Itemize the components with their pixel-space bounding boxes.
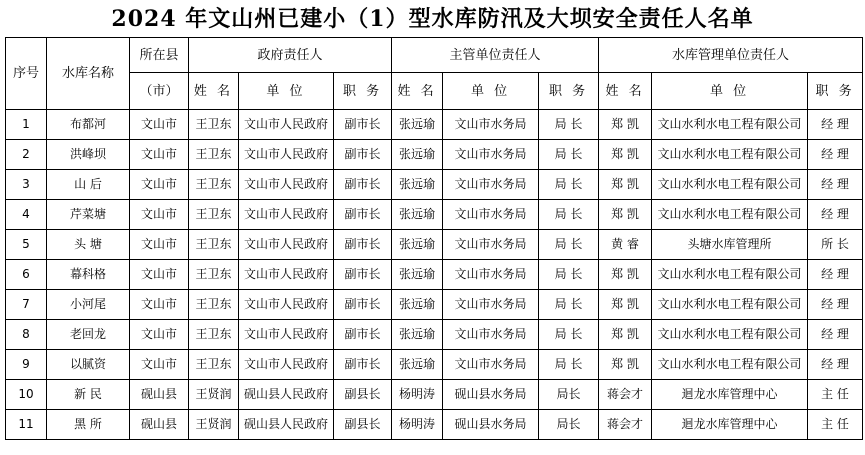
cell-gov-name: 王卫东 bbox=[189, 260, 239, 290]
cell-dept-unit: 文山市水务局 bbox=[443, 170, 539, 200]
header-gov-group: 政府责任人 bbox=[189, 38, 392, 73]
cell-gov-unit: 文山市人民政府 bbox=[239, 140, 334, 170]
cell-gov-name: 王卫东 bbox=[189, 170, 239, 200]
cell-dept-duty: 局 长 bbox=[539, 200, 599, 230]
cell-county: 文山市 bbox=[130, 350, 189, 380]
cell-county: 文山市 bbox=[130, 170, 189, 200]
cell-mgmt-unit: 迴龙水库管理中心 bbox=[652, 410, 808, 440]
header-gov-duty: 职 务 bbox=[334, 73, 392, 110]
cell-reservoir: 山 后 bbox=[47, 170, 130, 200]
table-row bbox=[6, 230, 863, 260]
cell-gov-name: 王卫东 bbox=[189, 140, 239, 170]
cell-dept-duty: 局 长 bbox=[539, 230, 599, 260]
cell-mgmt-name: 郑 凯 bbox=[599, 200, 652, 230]
cell-mgmt-duty: 主 任 bbox=[808, 380, 863, 410]
cell-mgmt-unit: 迴龙水库管理中心 bbox=[652, 380, 808, 410]
cell-seq: 9 bbox=[6, 350, 47, 380]
cell-gov-duty: 副市长 bbox=[334, 350, 392, 380]
cell-dept-duty: 局 长 bbox=[539, 170, 599, 200]
cell-mgmt-duty: 经 理 bbox=[808, 290, 863, 320]
cell-mgmt-unit: 头塘水库管理所 bbox=[652, 230, 808, 260]
header-county-line1: 所在县 bbox=[130, 38, 189, 73]
cell-gov-name: 王卫东 bbox=[189, 350, 239, 380]
cell-mgmt-unit: 文山水利水电工程有限公司 bbox=[652, 170, 808, 200]
cell-mgmt-name: 郑 凯 bbox=[599, 350, 652, 380]
cell-gov-duty: 副市长 bbox=[334, 290, 392, 320]
table-row bbox=[6, 200, 863, 230]
header-dept-group: 主管单位责任人 bbox=[392, 38, 599, 73]
cell-county: 文山市 bbox=[130, 230, 189, 260]
cell-reservoir: 小河尾 bbox=[47, 290, 130, 320]
cell-gov-duty: 副市长 bbox=[334, 140, 392, 170]
cell-mgmt-duty: 经 理 bbox=[808, 200, 863, 230]
cell-dept-name: 张远瑜 bbox=[392, 230, 443, 260]
cell-seq: 10 bbox=[6, 380, 47, 410]
cell-gov-name: 王卫东 bbox=[189, 110, 239, 140]
cell-mgmt-unit: 文山水利水电工程有限公司 bbox=[652, 200, 808, 230]
cell-gov-unit: 文山市人民政府 bbox=[239, 260, 334, 290]
table-row bbox=[6, 350, 863, 380]
cell-mgmt-duty: 经 理 bbox=[808, 260, 863, 290]
cell-dept-name: 张远瑜 bbox=[392, 320, 443, 350]
header-county-line2: （市） bbox=[130, 73, 189, 110]
table-row bbox=[6, 170, 863, 200]
cell-mgmt-duty: 经 理 bbox=[808, 350, 863, 380]
cell-gov-name: 王贤润 bbox=[189, 380, 239, 410]
cell-gov-unit: 文山市人民政府 bbox=[239, 290, 334, 320]
table-row bbox=[6, 140, 863, 170]
cell-county: 文山市 bbox=[130, 110, 189, 140]
cell-dept-unit: 文山市水务局 bbox=[443, 200, 539, 230]
cell-mgmt-name: 郑 凯 bbox=[599, 140, 652, 170]
cell-gov-duty: 副市长 bbox=[334, 320, 392, 350]
cell-dept-duty: 局 长 bbox=[539, 260, 599, 290]
cell-dept-duty: 局长 bbox=[539, 380, 599, 410]
cell-seq: 7 bbox=[6, 290, 47, 320]
cell-county: 砚山县 bbox=[130, 410, 189, 440]
cell-gov-name: 王卫东 bbox=[189, 200, 239, 230]
cell-dept-name: 杨明涛 bbox=[392, 410, 443, 440]
table-row bbox=[6, 320, 863, 350]
cell-mgmt-name: 郑 凯 bbox=[599, 290, 652, 320]
cell-dept-name: 张远瑜 bbox=[392, 170, 443, 200]
cell-gov-unit: 砚山县人民政府 bbox=[239, 410, 334, 440]
header-row-2 bbox=[6, 73, 863, 110]
cell-dept-duty: 局 长 bbox=[539, 320, 599, 350]
cell-reservoir: 黑 所 bbox=[47, 410, 130, 440]
cell-gov-unit: 砚山县人民政府 bbox=[239, 380, 334, 410]
cell-gov-duty: 副市长 bbox=[334, 110, 392, 140]
cell-gov-unit: 文山市人民政府 bbox=[239, 350, 334, 380]
cell-reservoir: 头 塘 bbox=[47, 230, 130, 260]
cell-mgmt-duty: 经 理 bbox=[808, 170, 863, 200]
cell-dept-duty: 局 长 bbox=[539, 110, 599, 140]
header-mgmt-name: 姓 名 bbox=[599, 73, 652, 110]
cell-gov-unit: 文山市人民政府 bbox=[239, 230, 334, 260]
cell-mgmt-name: 郑 凯 bbox=[599, 170, 652, 200]
cell-dept-unit: 文山市水务局 bbox=[443, 140, 539, 170]
cell-dept-duty: 局 长 bbox=[539, 140, 599, 170]
cell-seq: 5 bbox=[6, 230, 47, 260]
cell-gov-name: 王贤润 bbox=[189, 410, 239, 440]
cell-gov-unit: 文山市人民政府 bbox=[239, 200, 334, 230]
cell-dept-unit: 文山市水务局 bbox=[443, 110, 539, 140]
cell-dept-name: 张远瑜 bbox=[392, 140, 443, 170]
cell-gov-unit: 文山市人民政府 bbox=[239, 110, 334, 140]
header-mgmt-unit: 单 位 bbox=[652, 73, 808, 110]
cell-mgmt-duty: 经 理 bbox=[808, 140, 863, 170]
cell-county: 文山市 bbox=[130, 290, 189, 320]
cell-dept-unit: 文山市水务局 bbox=[443, 290, 539, 320]
table-row bbox=[6, 290, 863, 320]
cell-mgmt-unit: 文山水利水电工程有限公司 bbox=[652, 350, 808, 380]
cell-mgmt-name: 蒋会才 bbox=[599, 380, 652, 410]
cell-dept-name: 张远瑜 bbox=[392, 350, 443, 380]
cell-mgmt-name: 郑 凯 bbox=[599, 110, 652, 140]
table-row bbox=[6, 260, 863, 290]
header-dept-unit: 单 位 bbox=[443, 73, 539, 110]
cell-dept-name: 张远瑜 bbox=[392, 200, 443, 230]
cell-mgmt-name: 郑 凯 bbox=[599, 260, 652, 290]
cell-gov-duty: 副市长 bbox=[334, 260, 392, 290]
cell-seq: 1 bbox=[6, 110, 47, 140]
cell-gov-unit: 文山市人民政府 bbox=[239, 170, 334, 200]
cell-seq: 8 bbox=[6, 320, 47, 350]
cell-mgmt-name: 黄 睿 bbox=[599, 230, 652, 260]
cell-reservoir: 幕科格 bbox=[47, 260, 130, 290]
cell-gov-name: 王卫东 bbox=[189, 290, 239, 320]
header-gov-name: 姓 名 bbox=[189, 73, 239, 110]
header-mgmt-group: 水库管理单位责任人 bbox=[599, 38, 863, 73]
cell-seq: 2 bbox=[6, 140, 47, 170]
cell-reservoir: 以腻资 bbox=[47, 350, 130, 380]
responsibility-table bbox=[5, 37, 863, 440]
cell-county: 文山市 bbox=[130, 140, 189, 170]
cell-county: 文山市 bbox=[130, 260, 189, 290]
cell-dept-unit: 砚山县水务局 bbox=[443, 410, 539, 440]
cell-mgmt-unit: 文山水利水电工程有限公司 bbox=[652, 110, 808, 140]
table-row bbox=[6, 410, 863, 440]
cell-dept-unit: 文山市水务局 bbox=[443, 350, 539, 380]
cell-mgmt-unit: 文山水利水电工程有限公司 bbox=[652, 320, 808, 350]
document-title: 2024 年文山州已建小（1）型水库防汛及大坝安全责任人名单 bbox=[111, 6, 754, 32]
cell-mgmt-unit: 文山水利水电工程有限公司 bbox=[652, 290, 808, 320]
cell-dept-name: 张远瑜 bbox=[392, 110, 443, 140]
header-row-1 bbox=[6, 38, 863, 73]
cell-seq: 6 bbox=[6, 260, 47, 290]
cell-dept-unit: 文山市水务局 bbox=[443, 230, 539, 260]
cell-reservoir: 新 民 bbox=[47, 380, 130, 410]
header-dept-name: 姓 名 bbox=[392, 73, 443, 110]
cell-mgmt-unit: 文山水利水电工程有限公司 bbox=[652, 140, 808, 170]
cell-reservoir: 老回龙 bbox=[47, 320, 130, 350]
cell-reservoir: 芹菜塘 bbox=[47, 200, 130, 230]
header-dept-duty: 职 务 bbox=[539, 73, 599, 110]
cell-mgmt-name: 蒋会才 bbox=[599, 410, 652, 440]
cell-gov-unit: 文山市人民政府 bbox=[239, 320, 334, 350]
cell-gov-duty: 副县长 bbox=[334, 410, 392, 440]
cell-mgmt-duty: 经 理 bbox=[808, 320, 863, 350]
cell-dept-duty: 局 长 bbox=[539, 350, 599, 380]
cell-mgmt-duty: 主 任 bbox=[808, 410, 863, 440]
cell-county: 文山市 bbox=[130, 320, 189, 350]
cell-mgmt-name: 郑 凯 bbox=[599, 320, 652, 350]
cell-mgmt-duty: 所 长 bbox=[808, 230, 863, 260]
table-row bbox=[6, 380, 863, 410]
header-mgmt-duty: 职 务 bbox=[808, 73, 863, 110]
header-seq: 序号 bbox=[6, 38, 47, 110]
cell-dept-unit: 文山市水务局 bbox=[443, 320, 539, 350]
cell-mgmt-unit: 文山水利水电工程有限公司 bbox=[652, 260, 808, 290]
table-row bbox=[6, 110, 863, 140]
cell-gov-name: 王卫东 bbox=[189, 230, 239, 260]
cell-mgmt-duty: 经 理 bbox=[808, 110, 863, 140]
cell-county: 砚山县 bbox=[130, 380, 189, 410]
cell-dept-name: 张远瑜 bbox=[392, 290, 443, 320]
cell-gov-duty: 副市长 bbox=[334, 200, 392, 230]
cell-seq: 11 bbox=[6, 410, 47, 440]
cell-dept-name: 张远瑜 bbox=[392, 260, 443, 290]
cell-gov-name: 王卫东 bbox=[189, 320, 239, 350]
cell-seq: 4 bbox=[6, 200, 47, 230]
cell-gov-duty: 副市长 bbox=[334, 170, 392, 200]
cell-dept-name: 杨明涛 bbox=[392, 380, 443, 410]
header-reservoir: 水库名称 bbox=[47, 38, 130, 110]
cell-dept-unit: 文山市水务局 bbox=[443, 260, 539, 290]
cell-dept-duty: 局 长 bbox=[539, 290, 599, 320]
cell-reservoir: 布都河 bbox=[47, 110, 130, 140]
header-gov-unit: 单 位 bbox=[239, 73, 334, 110]
cell-seq: 3 bbox=[6, 170, 47, 200]
cell-gov-duty: 副县长 bbox=[334, 380, 392, 410]
cell-dept-duty: 局长 bbox=[539, 410, 599, 440]
cell-reservoir: 洪峰坝 bbox=[47, 140, 130, 170]
cell-gov-duty: 副市长 bbox=[334, 230, 392, 260]
cell-dept-unit: 砚山县水务局 bbox=[443, 380, 539, 410]
cell-county: 文山市 bbox=[130, 200, 189, 230]
